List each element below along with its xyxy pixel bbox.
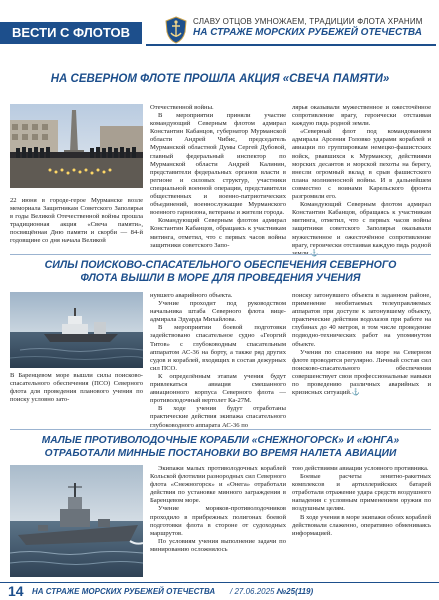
article2-photo: [10, 292, 143, 368]
article2-column1: [150, 292, 286, 429]
article2-col1-para: нувшего аварийного объекта.: [150, 292, 233, 299]
article1-col1-para: Командующий Северным флотом адмирал Константин Кабанцов, обращаясь к участникам митинга, отметил, что с первых часов войны защитники советского Запо-: [150, 217, 286, 249]
footer-issue: №25(119): [277, 587, 314, 596]
page-number: 14: [8, 583, 24, 599]
article3-col1-para: Учение моряков-противолодочников проходило в прибрежных полигонах боевой подготовки флота в стороне от судоходных маршрутов.: [150, 505, 286, 537]
footer-rule: [0, 582, 439, 583]
article2-column2: [292, 292, 431, 426]
article3-photo: [10, 465, 143, 577]
naval-emblem-icon: [164, 16, 188, 44]
article3-headline-line1: МАЛЫЕ ПРОТИВОЛОДОЧНЫЕ КОРАБЛИ «СНЕЖНОГОРСК» И «ЮНГА»: [41, 435, 400, 446]
anchor-endmark-icon: ⚓: [351, 389, 360, 397]
article1-headline: НА СЕВЕРНОМ ФЛОТЕ ПРОШЛА АКЦИЯ «СВЕЧА ПАМЯТИ»: [50, 73, 390, 85]
article2-col2-para: поиску затонувшего объекта в заданном районе, применение необитаемых телеуправляемых аппаратов при доступе к затонувшему объекту, практические действия водолазов при работе на глубинах до 40 метров, в том числе проведение подводно-технических работ на упомянутом объекте.: [292, 292, 431, 348]
page-footer: [0, 582, 439, 600]
article1-col2-para: [292, 201, 431, 258]
memorial-photo-image: [10, 104, 143, 188]
article1-column2: [292, 104, 431, 251]
article2-col1-para: В ходе учения будут отработаны практические действия экипажа спасательного глубоководного аппарата АС-36 по: [150, 405, 286, 429]
article2-col2-para: [292, 349, 431, 398]
article3-column2: [292, 465, 431, 577]
footer-newspaper-name: НА СТРАЖЕ МОРСКИХ РУБЕЖЕЙ ОТЕЧЕСТВА: [32, 587, 216, 596]
article3-column1: [150, 465, 286, 577]
section-tag: ВЕСТИ С ФЛОТОВ: [0, 22, 142, 44]
header-rule: [146, 44, 436, 46]
article1-caption: 22 июня в городе-герое Мурманске возле мемориала Защитникам Советского Заполярья в годы Великой Отечественной войны прошла традиционная акция «Свеча памяти», посвящённая Дню памяти и скорби — 84-й годовщине со дня начала Великой: [10, 197, 143, 245]
article2-col1-para: В мероприятии боевой подготовки задействовано спасательное судно «Георгий Титов» с глубоководным спасательным аппаратом АС-36 на борту, а также ряд других судов и кораблей, входящих в состав дежурных сил ПСО.: [150, 324, 286, 372]
article2-headline-line1: СИЛЫ ПОИСКОВО-СПАСАТЕЛЬНОГО ОБЕСПЕЧЕНИЯ СЕВЕРНОГО: [44, 259, 397, 271]
footer-date: / 27.06.2025 /: [230, 587, 279, 596]
article3-col1-para: По условиям учения выполнение задачи по минированию осложнялось: [150, 537, 286, 553]
rescue-ship-photo-image: [10, 292, 143, 368]
article3-col1-para: Экипажи малых противолодочных кораблей Кольской флотилии разнородных сил Северного флота «Снежногорск» и «Онега» отработали действия по установке минного заграждения в Баренцевом море.: [150, 465, 286, 505]
article3-col2-para: тою действиями авиации условного противника.: [292, 465, 429, 472]
warship-photo-image: [10, 465, 143, 577]
article1-col1-para: В мероприятии приняли участие командующий Северным флотом адмирал Константин Кабанцов, губернатор Мурманской области Андрей Чибис, председатель Мурманской областной Думы Сергей Дубовой, главный федеральный инспектор по Мурманской области Андрей Калинин, представители федеральных органов власти в регионе и силовых структур, участники специальной военной операции, представители общественных и военно-патриотических объединений, военнослужащие Мурманского военного гарнизона, ветераны и жители города.: [150, 112, 286, 217]
header-motto: СЛАВУ ОТЦОВ УМНОЖАЕМ, ТРАДИЦИИ ФЛОТА ХРАНИМ: [193, 17, 423, 26]
article2-caption: В Баренцевом море вышли силы поисково-спасательного обеспечения (ПСО) Северного флота для проведения планового учения по поиску условно зато-: [10, 372, 143, 404]
article1-last-text: Командующий Северным флотом адмирал Константин Кабанцов, обращаясь к участникам митинга, отметил, что с первых часов войны защитники советского Заполярья оказывали мужественное и ожесточённое сопротивление врагу, героически отстаивая каждую пядь родной: [292, 201, 432, 249]
page-header: [0, 0, 439, 58]
article-divider: [10, 254, 431, 255]
article1-col2-para: «Северный флот под командованием адмирала Арсения Головко ударами кораблей и авиации по группировкам немецко-фашистских войск, рвавшихся к Мурманску, действиями морских десантов и морской пехоты на берегу, внесли огромный вклад в срыв фашистского плана молниеносной войны. И в дальнейшем совместно с воинами Карельского фронта разгромили его.: [292, 128, 431, 201]
article2-headline-line2: ФЛОТА ВЫШЛИ В МОРЕ ДЛЯ ПРОВЕДЕНИЯ УЧЕНИЯ: [80, 272, 361, 284]
article1-col2-para: лярья оказывали мужественное и ожесточённое сопротивление врагу, героически отстаивая каждую пядь родной земли.: [292, 104, 431, 128]
article2-col1-para: Учение проходит под руководством начальника штаба Северного флота вице-адмирала Эдуарда Михайлова.: [150, 300, 286, 324]
article2-last-text: Учения по спасению на море на Северном флоте проводятся регулярно. Личный состав сил поисково-спасательного обеспечения совершенствует свои профессиональные навыки по проведению различных аварийных и кризисных ситуаций.: [292, 348, 431, 397]
article3-col2-para: Боевые расчеты зенитно-ракетных комплексов и артиллерийских батарей отработали отражение удара средств воздушного нападения с условным применением оружия по воздушным целям.: [292, 473, 431, 513]
article2-col1-para: К определённым этапам учения будут привлекаться авиация смешанного авиационного корпуса Северного флота — противолодочный вертолет Ка-27М.: [150, 372, 286, 405]
article-divider: [10, 429, 431, 430]
article3-col2-para: В ходе учения в море экипажи обоих кораблей действовали слаженно, оперативно обмениваясь информацией.: [292, 513, 432, 537]
article3-headline-line2: ОТРАБОТАЛИ МИННЫЕ ПОСТАНОВКИ ВО ВРЕМЯ НАЛЕТА АВИАЦИИ: [44, 448, 397, 459]
article1-column1: [150, 104, 286, 249]
article1-col1-para: Отечественной войны.: [150, 104, 214, 111]
header-newspaper-name: НА СТРАЖЕ МОРСКИХ РУБЕЖЕЙ ОТЕЧЕСТВА: [193, 27, 422, 38]
article1-photo: [10, 104, 143, 188]
